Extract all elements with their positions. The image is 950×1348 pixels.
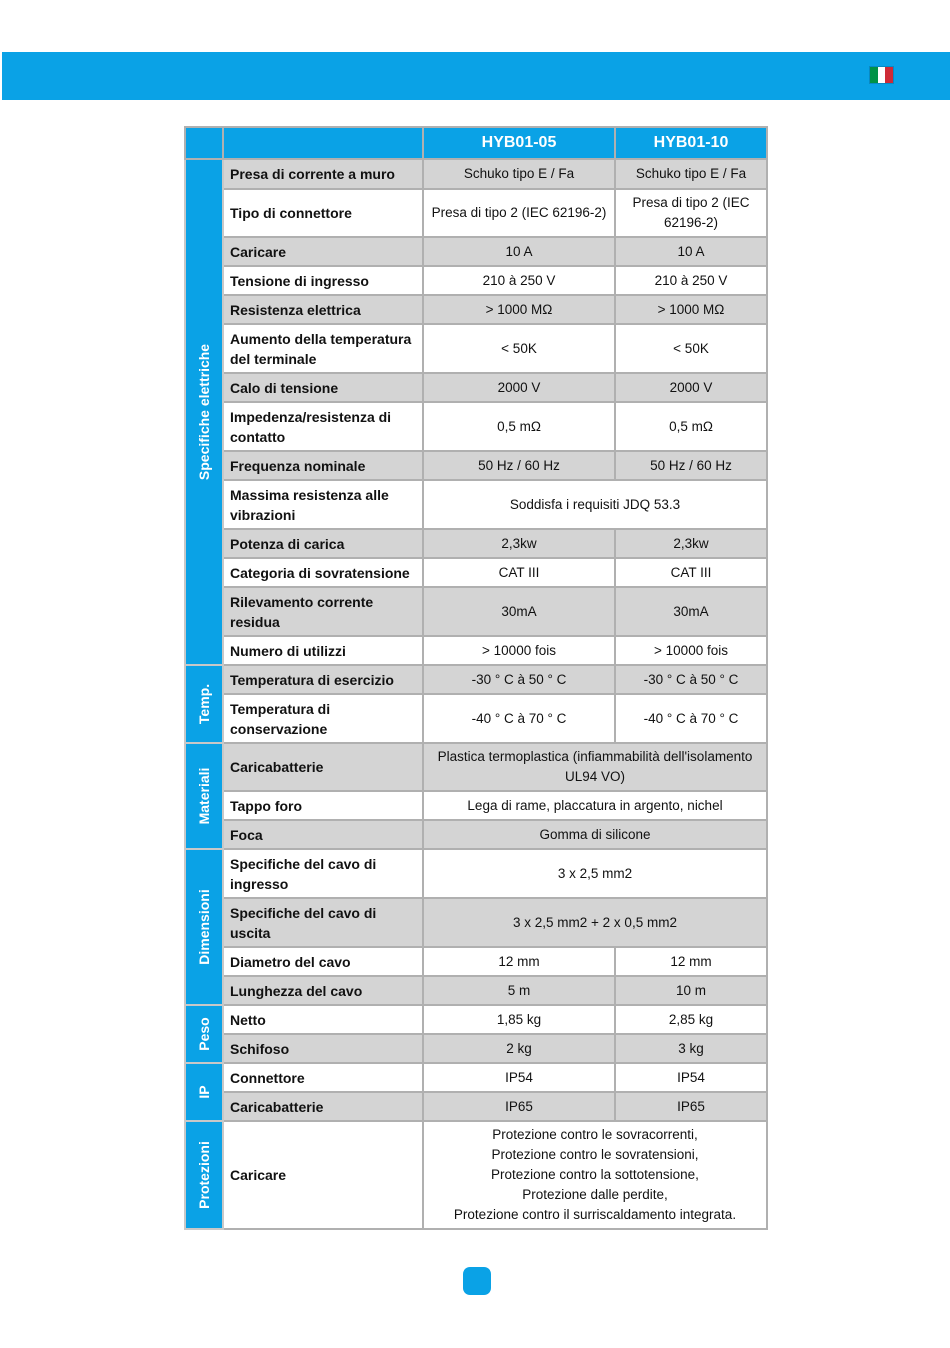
row-value: 10 A <box>423 237 615 266</box>
row-value: 3 kg <box>615 1034 767 1063</box>
row-label: Diametro del cavo <box>223 947 423 976</box>
row-label: Categoria di sovratensione <box>223 558 423 587</box>
row-label: Rilevamento corrente residua <box>223 587 423 636</box>
table-row <box>185 451 767 480</box>
row-label: Schifoso <box>223 1034 423 1063</box>
row-value: 2000 V <box>615 373 767 402</box>
header-banner <box>2 52 950 100</box>
row-value: 10 A <box>615 237 767 266</box>
row-value: 1,85 kg <box>423 1005 615 1034</box>
row-value: 50 Hz / 60 Hz <box>423 451 615 480</box>
row-value: 12 mm <box>615 947 767 976</box>
row-value: 10 m <box>615 976 767 1005</box>
row-label: Massima resistenza alle vibrazioni <box>223 480 423 529</box>
row-value: IP65 <box>615 1092 767 1121</box>
row-value: -40 ° C à 70 ° C <box>423 694 615 743</box>
row-value: 30mA <box>423 587 615 636</box>
table-row <box>185 694 767 743</box>
row-value: 5 m <box>423 976 615 1005</box>
table-row <box>185 743 767 791</box>
row-value: 2 kg <box>423 1034 615 1063</box>
page-number-badge <box>463 1267 491 1295</box>
row-label: Impedenza/resistenza di contatto <box>223 402 423 451</box>
table-row <box>185 189 767 237</box>
row-value: -30 ° C à 50 ° C <box>423 665 615 694</box>
table-row <box>185 898 767 947</box>
header-empty-cell <box>185 127 223 159</box>
row-value: CAT III <box>615 558 767 587</box>
spec-table <box>184 126 768 1230</box>
group-label: Protezioni <box>196 1141 212 1209</box>
row-label: Caricare <box>223 237 423 266</box>
table-row <box>185 636 767 665</box>
row-label: Frequenza nominale <box>223 451 423 480</box>
row-value: IP54 <box>423 1063 615 1092</box>
group-label: Materiali <box>196 767 212 825</box>
table-row <box>185 791 767 820</box>
table-row <box>185 665 767 694</box>
protection-line: Protezione contro il surriscaldamento integrata. <box>453 1207 737 1222</box>
row-value: Plastica termoplastica (infiammabilità dell'isolamento UL94 VO) <box>423 743 767 791</box>
group-label: IP <box>196 1085 212 1099</box>
row-value: 3 x 2,5 mm2 <box>423 849 767 898</box>
table-row <box>185 1063 767 1092</box>
table-row <box>185 820 767 849</box>
row-value: IP65 <box>423 1092 615 1121</box>
group-temp <box>185 665 223 743</box>
row-label: Presa di corrente a muro <box>223 159 423 189</box>
row-label: Connettore <box>223 1063 423 1092</box>
table-row <box>185 324 767 373</box>
table-row <box>185 558 767 587</box>
row-value: 12 mm <box>423 947 615 976</box>
row-label: Temperatura di conservazione <box>223 694 423 743</box>
row-label: Numero di utilizzi <box>223 636 423 665</box>
group-label: Temp. <box>196 683 212 725</box>
group-ip <box>185 1063 223 1121</box>
row-label: Temperatura di esercizio <box>223 665 423 694</box>
protection-line: Protezione contro le sovratensioni, <box>491 1147 699 1162</box>
table-row <box>185 266 767 295</box>
group-label: Peso <box>196 1017 212 1051</box>
table-row <box>185 1092 767 1121</box>
table-row <box>185 159 767 189</box>
row-value: 2,3kw <box>423 529 615 558</box>
table-row <box>185 402 767 451</box>
group-materials <box>185 743 223 849</box>
protection-line: Protezione contro la sottotensione, <box>491 1167 699 1182</box>
row-value: 2000 V <box>423 373 615 402</box>
group-dimensions <box>185 849 223 1005</box>
row-value: IP54 <box>615 1063 767 1092</box>
table-row <box>185 237 767 266</box>
row-value: CAT III <box>423 558 615 587</box>
row-value: -40 ° C à 70 ° C <box>615 694 767 743</box>
row-value: Lega di rame, placcatura in argento, nichel <box>423 791 767 820</box>
row-value: < 50K <box>615 324 767 373</box>
row-value: 0,5 mΩ <box>423 402 615 451</box>
protection-line: Protezione dalle perdite, <box>522 1187 668 1202</box>
table-row <box>185 849 767 898</box>
row-value: 30mA <box>615 587 767 636</box>
row-value: 210 à 250 V <box>423 266 615 295</box>
group-electrical <box>185 159 223 665</box>
row-label: Potenza di carica <box>223 529 423 558</box>
row-value: 2,3kw <box>615 529 767 558</box>
row-value: < 50K <box>423 324 615 373</box>
row-value: Presa di tipo 2 (IEC 62196-2) <box>615 189 767 237</box>
row-value: 210 à 250 V <box>615 266 767 295</box>
protection-line: Protezione contro le sovracorrenti, <box>492 1127 698 1142</box>
group-protections <box>185 1121 223 1229</box>
row-value: 3 x 2,5 mm2 + 2 x 0,5 mm2 <box>423 898 767 947</box>
table-header-row <box>185 127 767 159</box>
row-value: 0,5 mΩ <box>615 402 767 451</box>
row-label: Caricare <box>223 1121 423 1229</box>
row-value: > 10000 fois <box>615 636 767 665</box>
row-value: > 1000 MΩ <box>615 295 767 324</box>
row-label: Caricabatterie <box>223 1092 423 1121</box>
row-value: 2,85 kg <box>615 1005 767 1034</box>
table-row <box>185 295 767 324</box>
row-label: Aumento della temperatura del terminale <box>223 324 423 373</box>
table-row <box>185 373 767 402</box>
row-label: Tensione di ingresso <box>223 266 423 295</box>
table-row <box>185 1034 767 1063</box>
header-model-1: HYB01-05 <box>423 127 615 159</box>
table-row <box>185 947 767 976</box>
row-value: Schuko tipo E / Fa <box>615 159 767 189</box>
header-model-2: HYB01-10 <box>615 127 767 159</box>
row-value: 50 Hz / 60 Hz <box>615 451 767 480</box>
protections-list <box>423 1121 767 1229</box>
table-row <box>185 1005 767 1034</box>
row-label: Lunghezza del cavo <box>223 976 423 1005</box>
row-label: Calo di tensione <box>223 373 423 402</box>
group-label: Dimensioni <box>196 889 212 965</box>
row-value: > 10000 fois <box>423 636 615 665</box>
table-row <box>185 976 767 1005</box>
row-value: Gomma di silicone <box>423 820 767 849</box>
table-row <box>185 529 767 558</box>
table-row <box>185 480 767 529</box>
header-empty-cell <box>223 127 423 159</box>
row-label: Tappo foro <box>223 791 423 820</box>
table-row <box>185 587 767 636</box>
row-label: Netto <box>223 1005 423 1034</box>
italian-flag-icon <box>870 67 893 83</box>
row-value: Presa di tipo 2 (IEC 62196-2) <box>423 189 615 237</box>
row-label: Tipo di connettore <box>223 189 423 237</box>
row-label: Specifiche del cavo di ingresso <box>223 849 423 898</box>
group-label: Specifiche elettriche <box>196 343 212 481</box>
table-row <box>185 1121 767 1229</box>
group-weight <box>185 1005 223 1063</box>
row-label: Foca <box>223 820 423 849</box>
row-value: Schuko tipo E / Fa <box>423 159 615 189</box>
row-value: > 1000 MΩ <box>423 295 615 324</box>
row-value: -30 ° C à 50 ° C <box>615 665 767 694</box>
row-label: Resistenza elettrica <box>223 295 423 324</box>
row-label: Specifiche del cavo di uscita <box>223 898 423 947</box>
row-label: Caricabatterie <box>223 743 423 791</box>
row-value: Soddisfa i requisiti JDQ 53.3 <box>423 480 767 529</box>
